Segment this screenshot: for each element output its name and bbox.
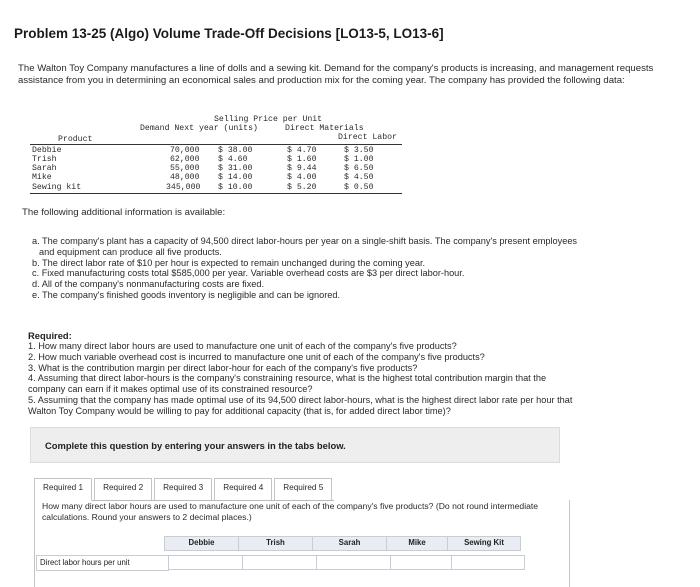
list-item: 3. What is the contribution margin per direct labor-hour for each of the company's five products? bbox=[28, 362, 418, 373]
row-price: $ 38.00 bbox=[218, 146, 253, 155]
table-header-rule bbox=[30, 144, 402, 145]
list-item: a. The company's plant has a capacity of 94,500 direct labor-hours per year on a single-shift basis. The company's present employees bbox=[32, 236, 578, 246]
intro-paragraph: The Walton Toy Company manufactures a line of dolls and a sewing kit. Demand for the company's products is increasing, and management requests assistance from you in determining an economical sales and production mix for the coming year. The company has provided the following data: bbox=[18, 63, 654, 86]
list-item: d. All of the company's nonmanufacturing costs are fixed. bbox=[32, 279, 265, 290]
sewing-kit-hours-field[interactable] bbox=[452, 560, 524, 573]
row-product: Mike bbox=[32, 173, 52, 182]
list-item: 5. Assuming that the company has made optimal use of its 94,500 direct labor-hours, what is the highest direct labor rate per hour that bbox=[28, 394, 573, 405]
question-text bbox=[42, 501, 562, 522]
col-header-materials: Direct Materials bbox=[285, 124, 364, 133]
answer-input-debbie[interactable] bbox=[168, 555, 243, 570]
instructions-banner bbox=[30, 427, 560, 463]
required-heading: Required: bbox=[28, 330, 72, 341]
row-materials: $ 1.60 bbox=[287, 155, 317, 164]
row-product: Debbie bbox=[32, 146, 62, 155]
required-list bbox=[28, 341, 678, 417]
mike-hours-field[interactable] bbox=[391, 560, 451, 573]
col-header-sarah: Sarah bbox=[312, 536, 387, 551]
row-price: $ 10.00 bbox=[218, 183, 253, 192]
col-header-demand: Demand Next year (units) bbox=[140, 124, 258, 133]
row-labor: $ 1.00 bbox=[344, 155, 374, 164]
row-labor: $ 6.50 bbox=[344, 164, 374, 173]
additional-info-heading: The following additional information is available: bbox=[22, 207, 226, 218]
answer-input-trish[interactable] bbox=[242, 555, 317, 570]
row-label-direct-labor-hours: Direct labor hours per unit bbox=[36, 555, 169, 571]
row-labor: $ 0.50 bbox=[344, 183, 374, 192]
row-product: Trish bbox=[32, 155, 57, 164]
tab-required-4[interactable]: Required 4 bbox=[214, 478, 272, 500]
banner-text: Complete this question by entering your answers in the tabs below. bbox=[45, 440, 346, 451]
row-materials: $ 9.44 bbox=[287, 164, 317, 173]
col-header-labor: Direct Labor bbox=[338, 133, 397, 142]
list-item: e. The company's finished goods inventory is negligible and can be ignored. bbox=[32, 289, 341, 300]
col-header-debbie: Debbie bbox=[164, 536, 239, 551]
col-header-sewing-kit: Sewing Kit bbox=[447, 536, 521, 551]
answer-input-mike[interactable] bbox=[390, 555, 452, 570]
page-title: Problem 13-25 (Algo) Volume Trade-Off Decisions [LO13-5, LO13-6] bbox=[14, 26, 444, 41]
col-header-trish: Trish bbox=[238, 536, 313, 551]
debbie-hours-field[interactable] bbox=[169, 560, 242, 573]
col-header-product: Product bbox=[58, 135, 93, 144]
question-prompt: How many direct labor hours are used to manufacture one unit of each of the company's five products? bbox=[42, 501, 434, 511]
answer-input-sewing-kit[interactable] bbox=[451, 555, 525, 570]
required-tabs bbox=[34, 478, 334, 501]
question-hint: (Do not round intermediate calculations. Round your answers to 2 decimal places.) bbox=[42, 501, 539, 522]
answer-input-sarah[interactable] bbox=[316, 555, 391, 570]
table-bottom-rule bbox=[30, 193, 402, 194]
row-product: Sarah bbox=[32, 164, 57, 173]
row-price: $ 31.00 bbox=[218, 164, 253, 173]
list-item: and equipment can produce all five products. bbox=[39, 246, 222, 257]
row-labor: $ 3.50 bbox=[344, 146, 374, 155]
row-labor: $ 4.50 bbox=[344, 173, 374, 182]
row-demand: 70,000 bbox=[170, 146, 200, 155]
tab-required-1[interactable]: Required 1 bbox=[34, 478, 92, 501]
row-materials: $ 5.20 bbox=[287, 183, 317, 192]
list-item: Walton Toy Company would be willing to pay for additional capacity (that is, for added direct labor time)? bbox=[28, 405, 451, 416]
row-product: Sewing kit bbox=[32, 183, 82, 192]
list-item: 2. How much variable overhead cost is incurred to manufacture one unit of each of the company's five products? bbox=[28, 351, 485, 362]
row-demand: 55,000 bbox=[170, 164, 200, 173]
tab-required-5[interactable]: Required 5 bbox=[274, 478, 332, 500]
list-item: 1. How many direct labor hours are used to manufacture one unit of each of the company's five products? bbox=[28, 341, 457, 351]
row-demand: 62,000 bbox=[170, 155, 200, 164]
row-materials: $ 4.70 bbox=[287, 146, 317, 155]
row-price: $ 14.00 bbox=[218, 173, 253, 182]
list-item: 4. Assuming that direct labor-hours is the company's constraining resource, what is the highest total contribution margin that the bbox=[28, 373, 547, 384]
tab-required-2[interactable]: Required 2 bbox=[94, 478, 152, 500]
list-item: c. Fixed manufacturing costs total $585,000 per year. Variable overhead costs are $3 per direct labor-hour. bbox=[32, 268, 465, 279]
list-item: b. The direct labor rate of $10 per hour is expected to remain unchanged during the coming year. bbox=[32, 257, 426, 268]
row-materials: $ 4.00 bbox=[287, 173, 317, 182]
row-demand: 345,000 bbox=[166, 183, 201, 192]
sarah-hours-field[interactable] bbox=[317, 560, 390, 573]
col-header-mike: Mike bbox=[386, 536, 448, 551]
row-demand: 48,000 bbox=[170, 173, 200, 182]
col-header-price: Selling Price per Unit bbox=[214, 115, 323, 124]
trish-hours-field[interactable] bbox=[243, 560, 316, 573]
additional-info-list bbox=[32, 236, 672, 301]
tab-required-3[interactable]: Required 3 bbox=[154, 478, 212, 500]
row-price: $ 4.60 bbox=[218, 155, 248, 164]
list-item: company can earn if it makes optimal use of its constrained resource? bbox=[28, 384, 313, 395]
